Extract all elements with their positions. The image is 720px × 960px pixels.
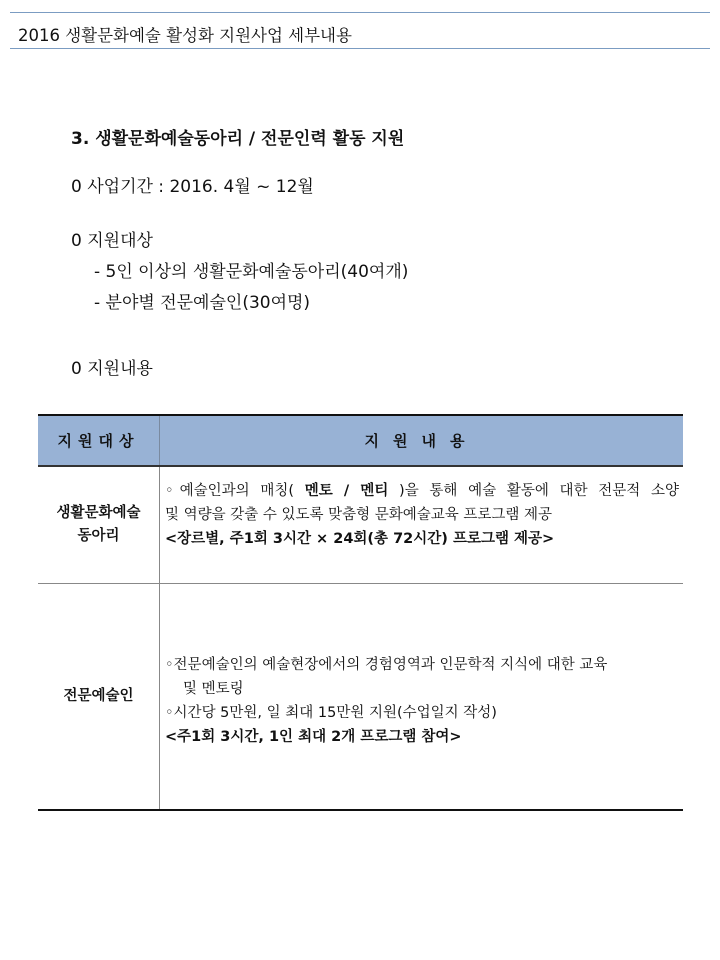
content-text: )을 통해 예술 활동에 대한 전문적 소양 xyxy=(388,483,680,499)
page-header-title: 2016 생활문화예술 활성화 지원사업 세부내용 xyxy=(18,26,352,45)
project-period: 0 사업기간 : 2016. 4월 ~ 12월 xyxy=(71,177,314,197)
row-content-cell xyxy=(160,584,683,809)
support-table xyxy=(38,414,683,811)
program-summary: <주1회 3시간, 1인 최대 2개 프로그램 참여> xyxy=(165,729,462,745)
target-item: - 5인 이상의 생활문화예술동아리(40여개) xyxy=(94,262,409,282)
row-target-line: 전문예술인 xyxy=(63,688,134,704)
table-header-row xyxy=(38,416,683,467)
header-rule-top xyxy=(10,12,710,13)
table-row xyxy=(38,467,683,584)
content-line: ◦시간당 5만원, 일 최대 15만원 지원(수업일지 작성) xyxy=(165,705,497,721)
column-header-content: 지원내용 xyxy=(364,432,479,450)
table-row xyxy=(38,584,683,811)
row-target-line: 생활문화예술 xyxy=(56,505,141,521)
mentor-mentee-text: 멘토 / 멘티 xyxy=(304,483,389,499)
header-rule-bottom xyxy=(10,48,710,49)
column-header-target: 지원대상 xyxy=(38,416,160,465)
target-heading: 0 지원대상 xyxy=(71,231,153,251)
row-content-cell xyxy=(160,467,683,583)
row-target-cell xyxy=(38,584,160,809)
content-line: 및 역량을 갖출 수 있도록 맞춤형 문화예술교육 프로그램 제공 xyxy=(165,507,553,523)
section-title: 3. 생활문화예술동아리 / 전문인력 활동 지원 xyxy=(71,129,405,149)
content-line: ◦전문예술인의 예술현장에서의 경험영역과 인문학적 지식에 대한 교육 xyxy=(165,657,608,673)
row-target-line: 동아리 xyxy=(77,528,120,544)
content-line: 및 멘토링 xyxy=(183,681,244,697)
row-target-cell xyxy=(38,467,160,583)
target-item: - 분야별 전문예술인(30여명) xyxy=(94,293,311,313)
content-heading: 0 지원내용 xyxy=(71,359,153,379)
content-line xyxy=(165,479,679,503)
program-summary: <장르별, 주1회 3시간 × 24회(총 72시간) 프로그램 제공> xyxy=(165,531,555,547)
content-text: ◦예술인과의 매칭( xyxy=(165,483,305,499)
